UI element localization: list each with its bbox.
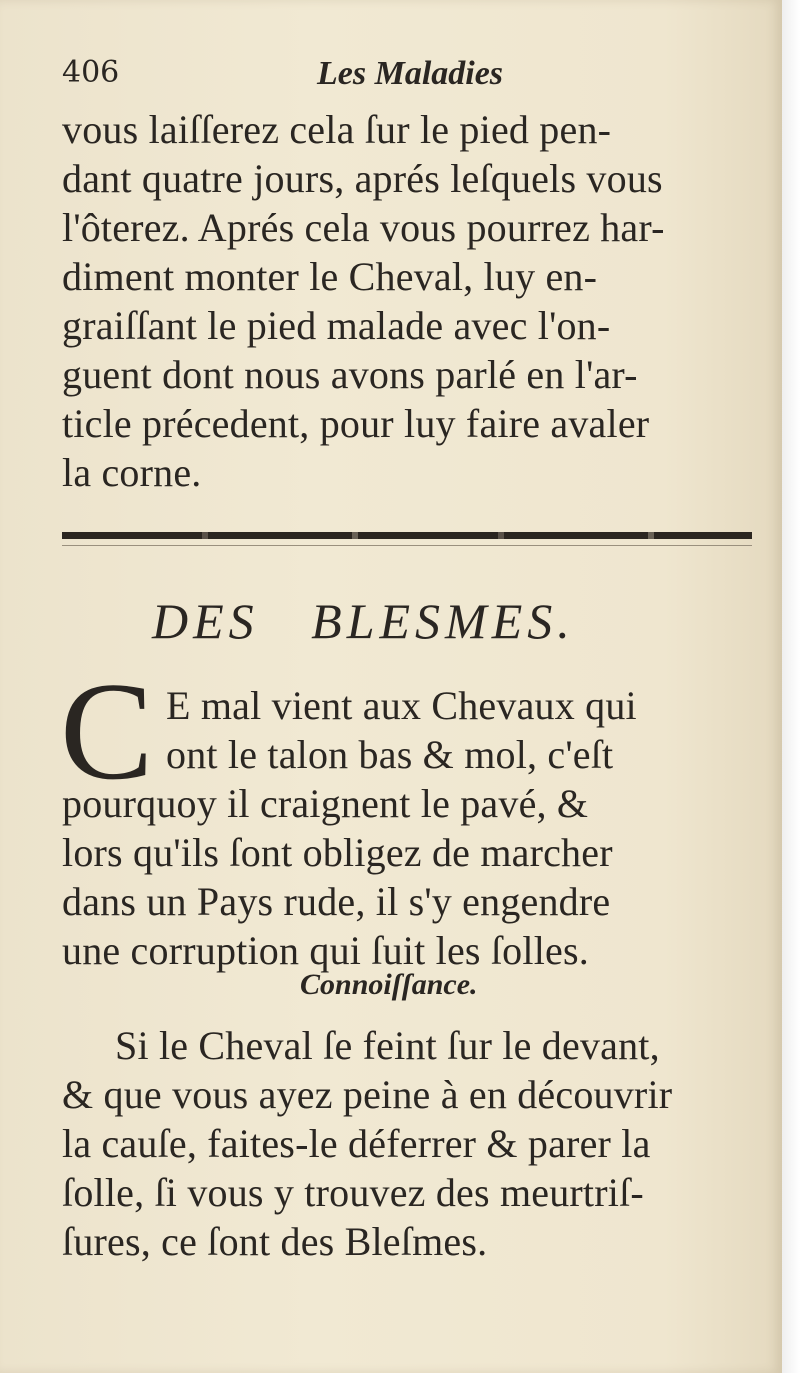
running-title: Les Maladies (317, 55, 504, 92)
text-line: lors qu'ils ſont obligez de marcher (62, 830, 613, 875)
text-line: pourquoy il craignent le pavé, & (62, 781, 589, 826)
text-line: E mal vient aux Chevaux qui (166, 683, 637, 728)
text-line: vous laiſſerez cela ſur le pied pen- (62, 107, 612, 152)
text-line: la cauſe, faites-le déferrer & parer la (62, 1121, 651, 1166)
text-line: ſolle, ſi vous y trouvez des meurtriſ- (62, 1170, 644, 1215)
page-header (62, 55, 762, 105)
text-line: l'ôterez. Aprés cela vous pourrez har- (62, 205, 665, 250)
text-line: dans un Pays rude, il s'y engendre (62, 879, 611, 924)
text-line: Si le Cheval ſe feint ſur le devant, (115, 1023, 660, 1068)
page-edge (782, 0, 800, 1373)
text-line: la corne. (62, 450, 202, 495)
section-divider-rule (62, 532, 752, 539)
text-line: ont le talon bas & mol, c'eſt (166, 732, 614, 777)
text-line: guent dont nous avons parlé en l'ar- (62, 352, 638, 397)
text-line: ticle précedent, pour luy faire avaler (62, 401, 650, 446)
page-number: 406 (62, 55, 120, 90)
text-line: ſures, ce ſont des Bleſmes. (62, 1219, 488, 1264)
text-line: une corruption qui ſuit les ſolles. (62, 928, 589, 973)
text-line: graiſſant le pied malade avec l'on- (62, 303, 611, 348)
section-divider-shadow (62, 545, 752, 546)
text-line: diment monter le Cheval, luy en- (62, 254, 598, 299)
drop-cap: C (60, 654, 154, 809)
text-line: & que vous ayez peine à en découvrir (62, 1072, 673, 1117)
subheading: Connoiſſance. (300, 968, 478, 1001)
text-line: dant quatre jours, aprés leſquels vous (62, 156, 663, 201)
section-title: DES BLESMES. (152, 593, 575, 649)
